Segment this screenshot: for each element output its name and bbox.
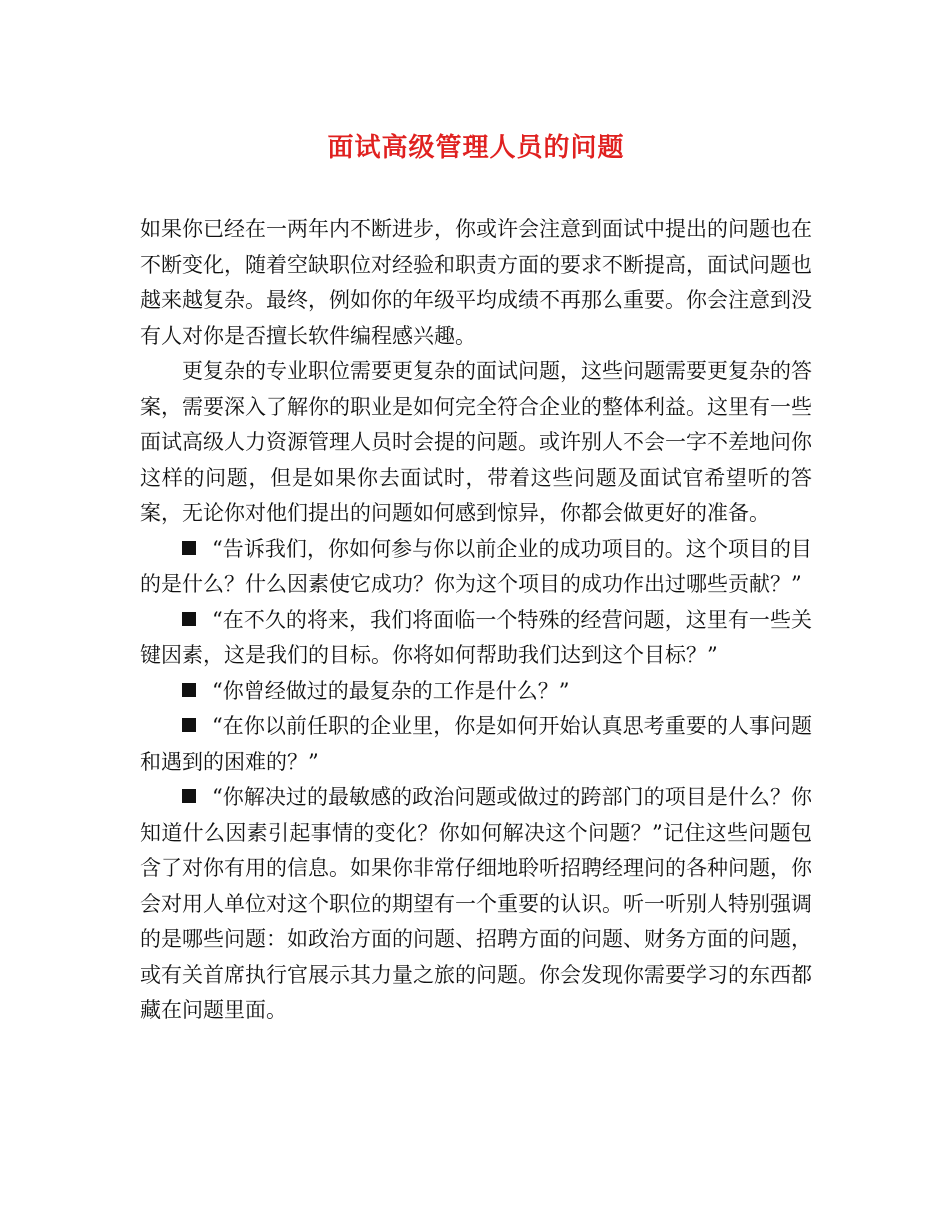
black-square-bullet-icon xyxy=(182,612,196,626)
document-title: 面试高级管理人员的问题 xyxy=(327,133,625,163)
question-text: “你曾经做过的最复杂的工作是什么？” xyxy=(212,678,570,703)
question-text: “在你以前任职的企业里，你是如何开始认真思考重要的人事问题和遇到的困难的？” xyxy=(140,714,812,774)
question-item-4 xyxy=(140,709,812,780)
question-item-3 xyxy=(140,674,812,710)
question-text: “在不久的将来，我们将面临一个特殊的经营问题，这里有一些关键因素，这是我们的目标。你将如何帮助我们达到这个目标？” xyxy=(140,607,812,667)
question-text: “告诉我们，你如何参与你以前企业的成功项目的。这个项目的目的是什么？什么因素使它成功？你为这个项目的成功作出过哪些贡献？” xyxy=(140,536,812,596)
question-item-1 xyxy=(140,532,812,603)
question-item-2 xyxy=(140,603,812,674)
black-square-bullet-icon xyxy=(182,789,196,803)
intro-paragraph: 如果你已经在一两年内不断进步，你或许会注意到面试中提出的问题也在不断变化，随着空缺职位对经验和职责方面的要求不断提高，面试问题也越来越复杂。最终，例如你的年级平均成绩不再那么重要。你会注意到没有人对你是否擅长软件编程感兴趣。 xyxy=(140,217,812,348)
document-page xyxy=(140,128,812,1029)
question-item-5 xyxy=(140,780,812,1029)
question-text: “你解决过的最敏感的政治问题或做过的跨部门的项目是什么？你知道什么因素引起事情的变化？你如何解决这个问题？”记住这些问题包含了对你有用的信息。如果你非常仔细地聆听招聘经理问的各种问题，你会对用人单位对这个职位的期望有一个重要的认识。听一听别人特别强调的是哪些问题：如政治方面的问题、招聘方面的问题、财务方面的问题，或有关首席执行官展示其力量之旅的问题。你会发现你需要学习的东西都藏在问题里面。 xyxy=(140,785,812,1022)
context-paragraph: 更复杂的专业职位需要更复杂的面试问题，这些问题需要更复杂的答案，需要深入了解你的职业是如何完全符合企业的整体利益。这里有一些面试高级人力资源管理人员时会提的问题。或许别人不会一字不差地问你这样的问题，但是如果你去面试时，带着这些问题及面试官希望听的答案，无论你对他们提出的问题如何感到惊异，你都会做更好的准备。 xyxy=(140,359,812,525)
black-square-bullet-icon xyxy=(182,541,196,555)
black-square-bullet-icon xyxy=(182,718,196,732)
black-square-bullet-icon xyxy=(182,683,196,697)
